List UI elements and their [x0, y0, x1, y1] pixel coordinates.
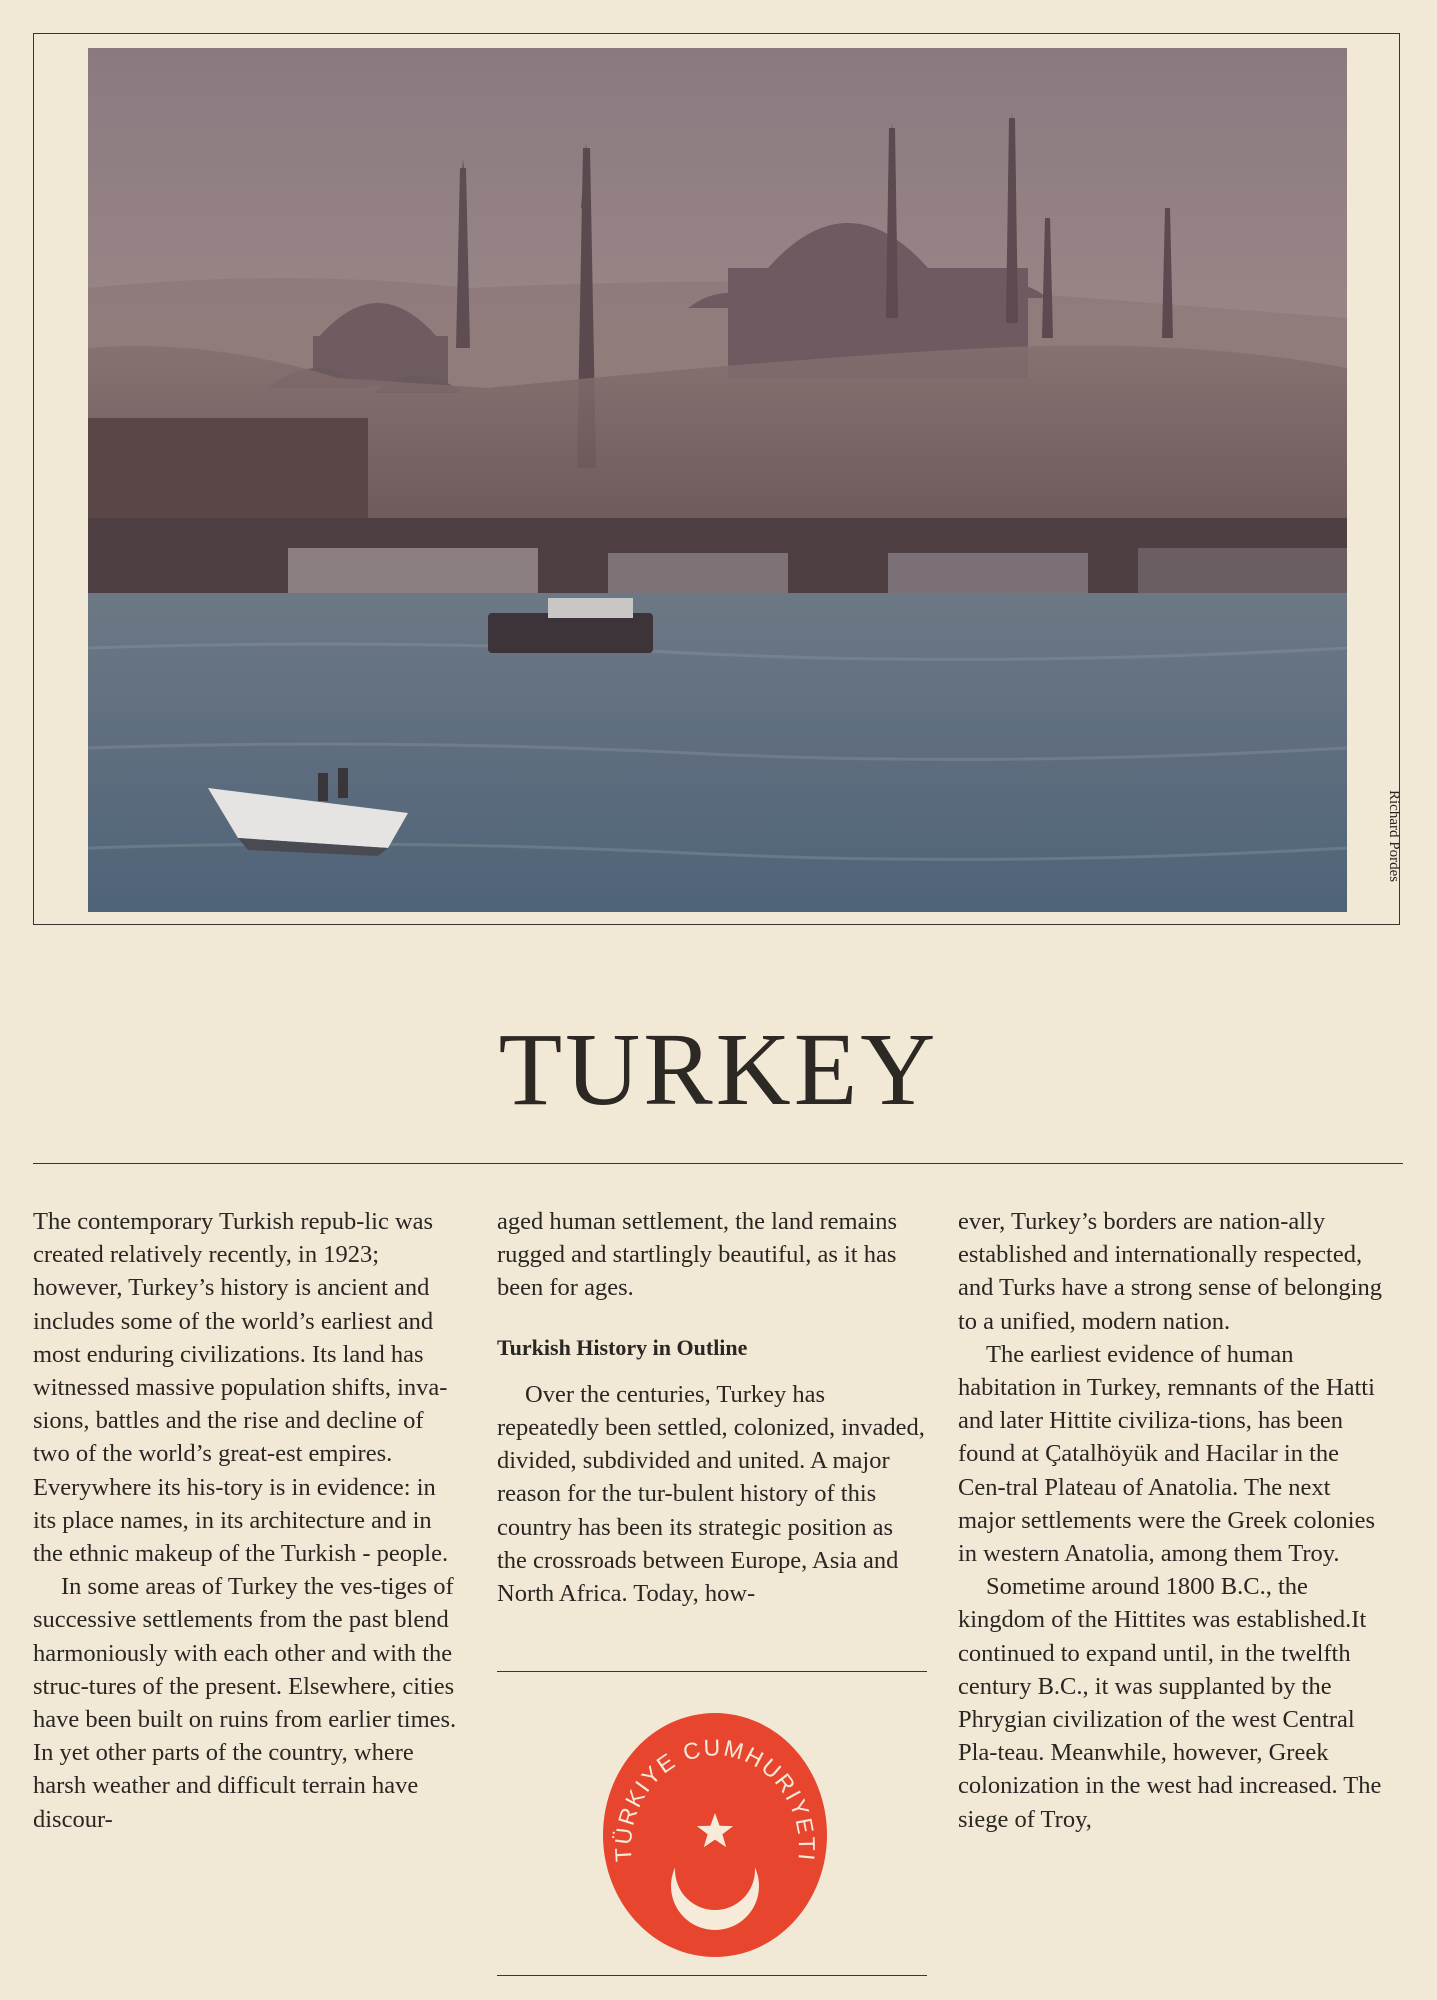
- column-1: [33, 1205, 463, 1836]
- column-3: [958, 1205, 1388, 1836]
- paragraph: The earliest evidence of human habitation in Turkey, remnants of the Hatti and later Hittite civiliza-tions, has been found at Çatalhöyük and Hacilar in the Cen-tral Plateau of Anatolia. The next major settlements were the Greek colonies in western Anatolia, among them Troy.: [958, 1340, 1376, 1568]
- paragraph: aged human settlement, the land remains rugged and startlingly beautiful, as it has been for ages.: [497, 1208, 898, 1302]
- page-title: TURKEY: [498, 1012, 939, 1127]
- title-rule: [33, 1163, 1403, 1164]
- paragraph: ever, Turkey’s borders are nation-ally established and internationally respected, and Turks have a strong sense of belonging to a unified, modern nation.: [958, 1208, 1382, 1335]
- seal-rule-bottom: [497, 1975, 927, 1976]
- paragraph: In some areas of Turkey the ves-tiges of successive settlements from the past blend harmoniously with each other and with the struc-tures of the present. Elsewhere, cities have been built on ruins from earlier times. In yet other parts of the country, where harsh weather and difficult terrain have discour-: [33, 1573, 457, 1833]
- paragraph: The contemporary Turkish repub-lic was created relatively recently, in 1923; however, Turkey’s history is ancient and includes some of the world’s earliest and most enduring civilizations. Its land has witnessed massive population shifts, inva-sions, battles and the rise and decline of two of the world’s great-est empires. Everywhere its his-tory is in evidence: in its place names, in its architecture and in the ethnic makeup of the Turkish - people.: [33, 1208, 449, 1568]
- section-heading: Turkish History in Outline: [497, 1334, 748, 1360]
- paragraph: Over the centuries, Turkey has repeatedly been settled, colonized, invaded, divided, subdivided and united. A major reason for the tur-bulent history of this country has been its strategic position as the crossroads between Europe, Asia and North Africa. Today, how-: [497, 1380, 925, 1608]
- seal-text: TÜRKIYE CUMHURIYETI: [609, 1734, 821, 1864]
- seal-rule-top: [497, 1671, 927, 1672]
- photo-credit: Richard Pordes: [1386, 790, 1402, 883]
- column-2: [497, 1205, 927, 1610]
- paragraph: Sometime around 1800 B.C., the kingdom of the Hittites was established.It continued to expand until, in the twelfth century B.C., it was supplanted by the Phrygian civilization of the west Central Pla-teau. Meanwhile, however, Greek colonization in the west had increased. The siege of Troy,: [958, 1573, 1382, 1833]
- istanbul-skyline-photo: [88, 48, 1347, 912]
- turkish-republic-seal: [598, 1710, 832, 1960]
